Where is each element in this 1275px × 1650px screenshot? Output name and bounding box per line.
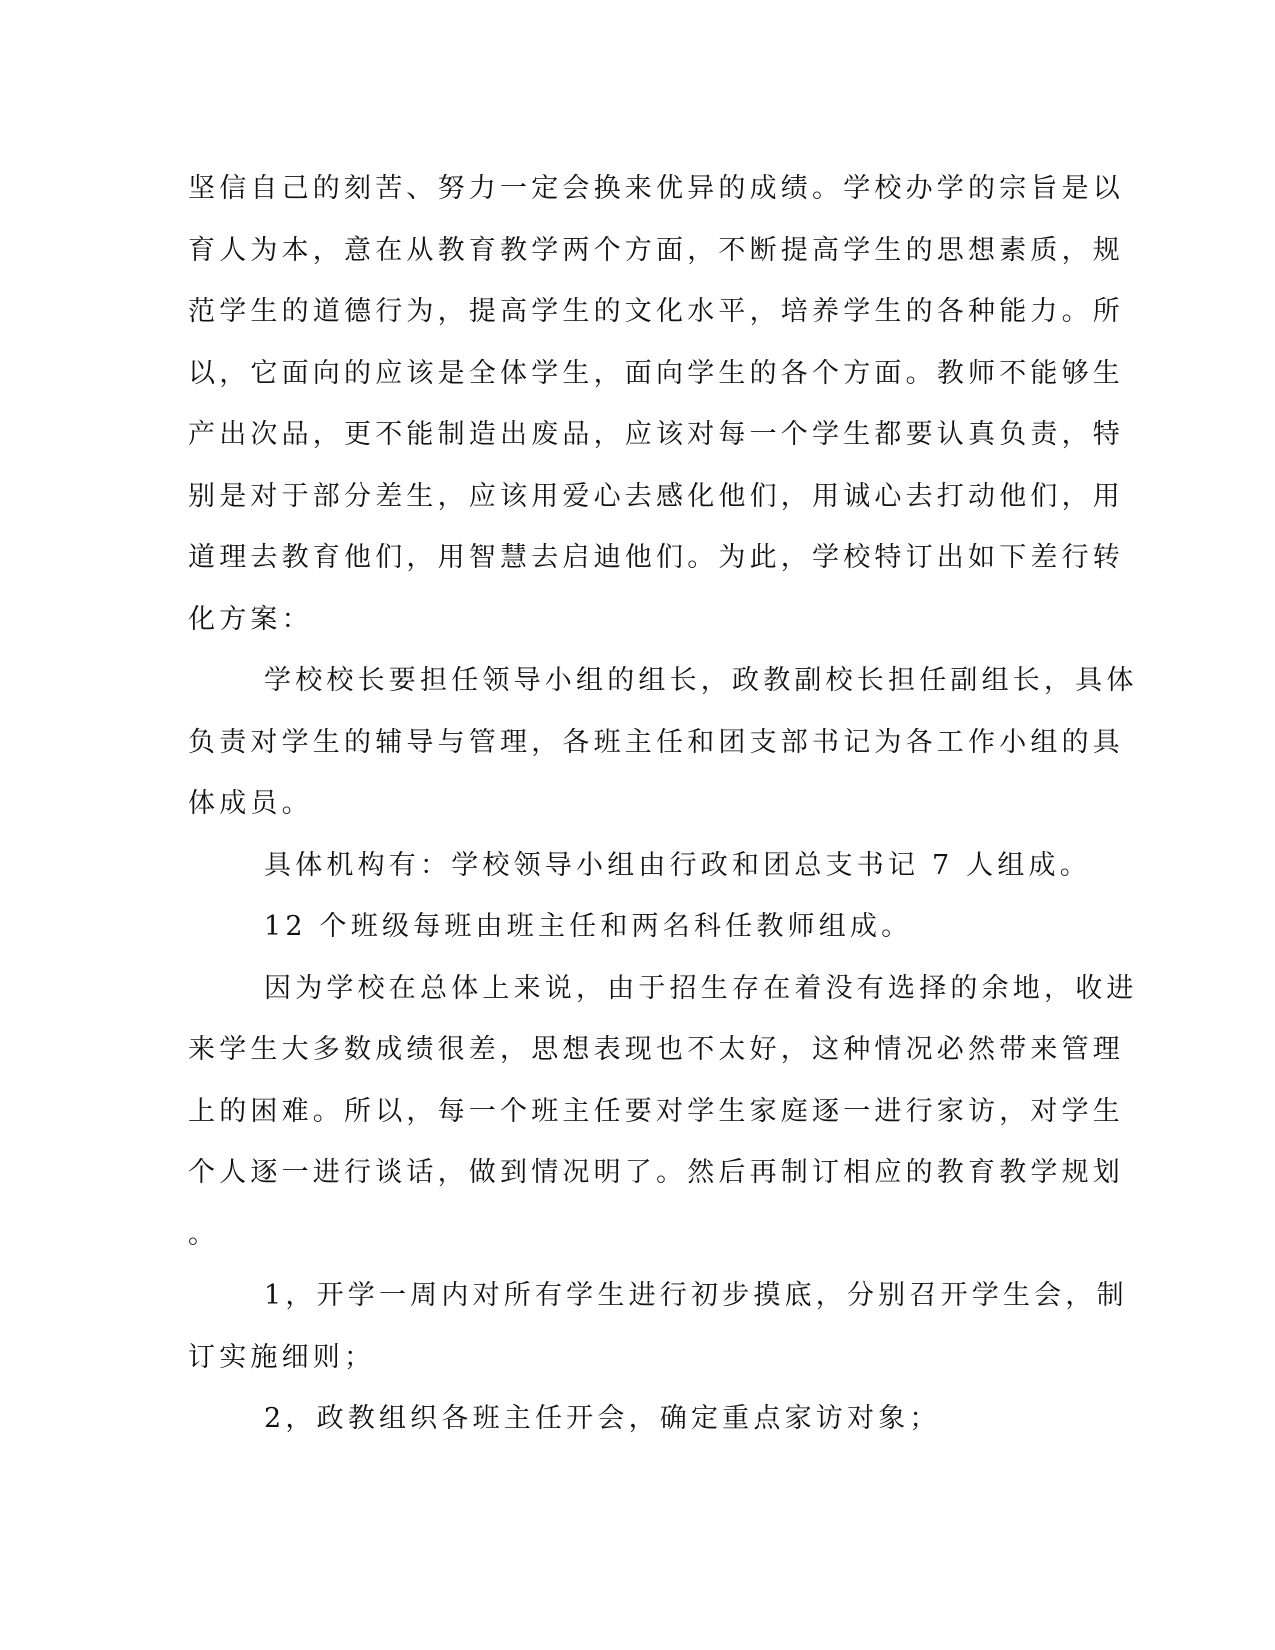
paragraph-start-line: 12 个班级每班由班主任和两名科任教师组成。: [264, 911, 913, 942]
body-text: [188, 158, 1138, 1450]
text-line: 化方案：: [188, 603, 313, 635]
text-line: 个人逐一进行谈话，做到情况明了。然后再制订相应的教育教学规划: [188, 1157, 1124, 1188]
paragraph-start-line: 具体机构有：学校领导小组由行政和团总支书记 7 人组成。: [264, 849, 1091, 881]
text-line: 负责对学生的辅导与管理，各班主任和团支部书记为各工作小组的具: [188, 726, 1124, 758]
text-line: 产出次品，更不能制造出废品，应该对每一个学生都要认真负责，特: [188, 419, 1124, 450]
text-line: 育人为本，意在从教育教学两个方面，不断提高学生的思想素质，规: [188, 234, 1124, 266]
text-line: 坚信自己的刻苦、努力一定会换来优异的成绩。学校办学的宗旨是以: [188, 173, 1124, 204]
list-item-line: 2，政教组织各班主任开会，确定重点家访对象；: [264, 1403, 941, 1434]
text-line: 上的困难。所以，每一个班主任要对学生家庭逐一进行家访，对学生: [188, 1095, 1124, 1127]
text-line: 范学生的道德行为，提高学生的文化水平，培养学生的各种能力。所: [188, 296, 1124, 327]
text-line: 。: [188, 1218, 220, 1250]
text-line: 来学生大多数成绩很差，思想表现也不太好，这种情况必然带来管理: [188, 1034, 1124, 1065]
paragraph-start-line: 学校校长要担任领导小组的组长，政教副校长担任副组长，具体: [264, 665, 1138, 696]
text-line: 订实施细则；: [188, 1341, 376, 1373]
text-line: 体成员。: [188, 788, 313, 819]
text-line: 以，它面向的应该是全体学生，面向学生的各个方面。教师不能够生: [188, 357, 1124, 389]
list-item-line: 1，开学一周内对所有学生进行初步摸底，分别召开学生会，制: [264, 1280, 1128, 1311]
paragraph-start-line: 因为学校在总体上来说，由于招生存在着没有选择的余地，收进: [264, 972, 1138, 1004]
text-line: 别是对于部分差生，应该用爱心去感化他们，用诚心去打动他们，用: [188, 480, 1124, 512]
text-line: 道理去教育他们，用智慧去启迪他们。为此，学校特订出如下差行转: [188, 542, 1124, 573]
